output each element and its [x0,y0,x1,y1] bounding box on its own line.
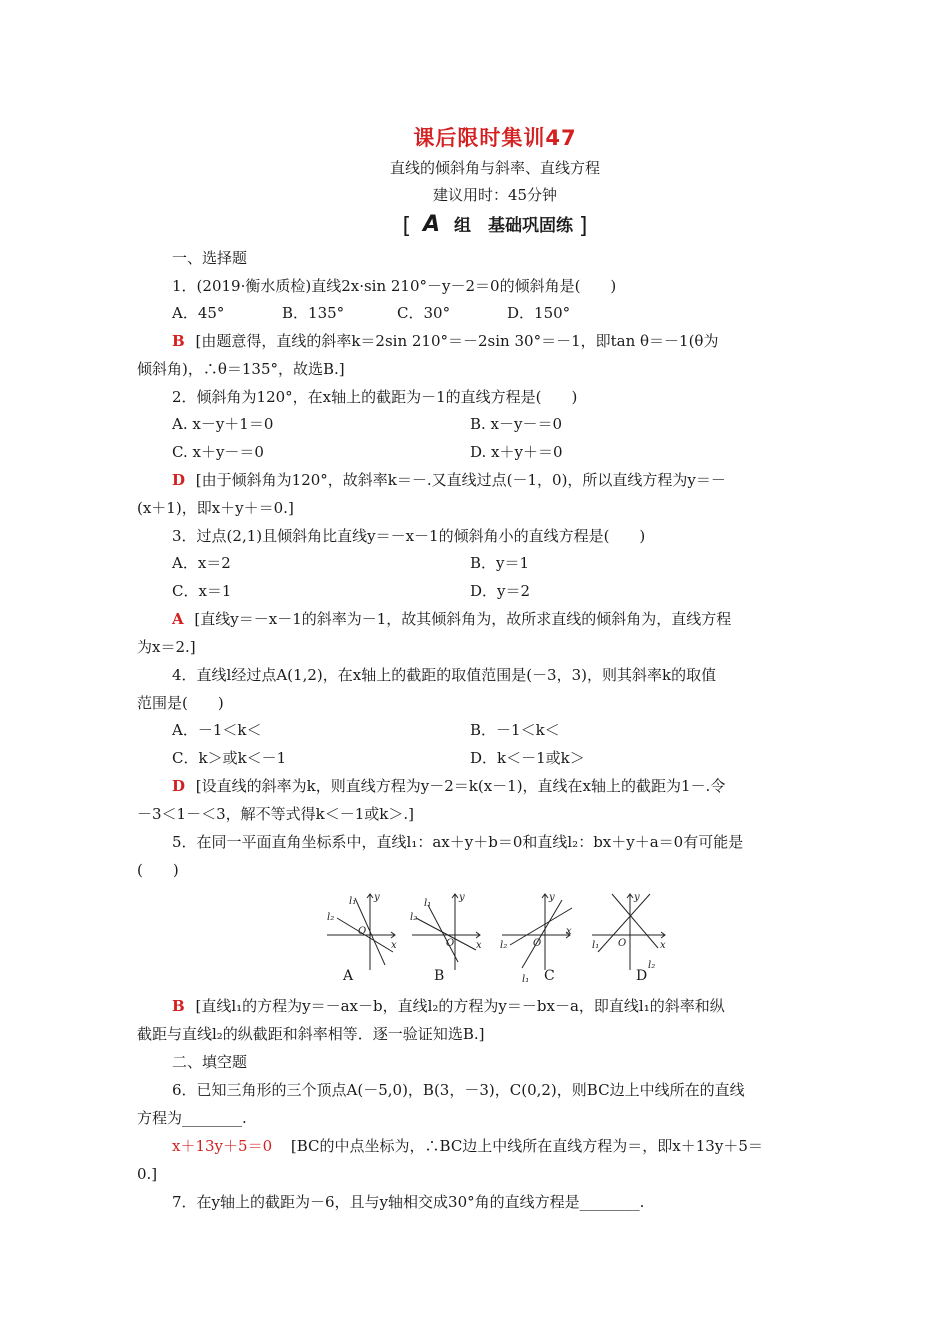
q4-option-d: D．k＜－1或k＞ [470,749,585,767]
svg-text:l₂: l₂ [410,912,418,923]
page-subtitle: 直线的倾斜角与斜率、直线方程 [389,159,600,177]
q3-explanation-text: [直线y＝－x－1的斜率为－1，故其倾斜角为，故所求直线的倾斜角为，直线方程 [194,610,732,628]
q6-stem-line1: 6．已知三角形的三个顶点A(－5,0)，B(3，－3)，C(0,2)，则BC边上中线所在的直线 [172,1081,745,1099]
graph-b [410,892,482,970]
q6-explanation-line2: 0.] [137,1165,158,1183]
q3-options-row2 [172,580,852,602]
group-bracket-open: [ [402,214,412,239]
svg-text:x: x [660,940,666,951]
svg-text:O: O [446,938,455,949]
q4-explanation-line2: －3＜1－＜3，解不等式得k＜－1或k＞.] [137,805,414,823]
q2-option-c: C. x＋y－＝0 [172,443,264,461]
group-bracket-close: ] [578,214,588,239]
q6-stem-line2: 方程为________. [137,1109,247,1127]
graph-a-label: A [343,968,354,984]
q1-answer: B [172,332,185,350]
group-heading [0,211,950,239]
q5-explanation-text: [直线l₁的方程为y＝－ax－b，直线l₂的方程为y＝－bx－a，即直线l₁的斜率和纵 [195,997,725,1015]
svg-text:l₂: l₂ [648,960,656,971]
svg-text:l₁: l₁ [424,898,432,909]
q5-line-graphs-figure [325,890,675,985]
svg-text:y: y [634,892,640,903]
svg-text:O: O [358,926,367,937]
graph-d-label: D [636,968,648,984]
q3-option-c: C．x＝1 [172,582,232,600]
q4-option-b: B．－1＜k＜ [470,721,560,739]
svg-text:l₁: l₁ [592,940,600,951]
svg-text:x: x [476,940,482,951]
q5-explanation-line1 [172,995,852,1017]
svg-text:l₁: l₁ [349,896,357,907]
q6-answer: x＋13y＋5＝0 [172,1137,273,1155]
graph-d [592,892,666,971]
svg-text:x: x [566,926,572,937]
q7-stem: 7．在y轴上的截距为－6，且与y轴相交成30°角的直线方程是________. [172,1193,645,1211]
q1-options [172,302,852,324]
q5-stem-line2: ( ) [137,861,179,879]
graph-c-label: C [544,968,555,984]
q3-option-d: D．y＝2 [470,582,531,600]
q3-option-a: A．x＝2 [172,554,231,572]
q4-option-a: A．－1＜k＜ [172,721,262,739]
q4-option-c: C．k＞或k＜－1 [172,749,287,767]
q6-explanation-line1 [172,1135,852,1157]
svg-text:l₂: l₂ [327,912,335,923]
q2-option-d: D. x＋y＋＝0 [470,443,563,461]
q1-explanation-line2: 倾斜角)，∴θ＝135°，故选B.] [137,360,345,378]
q4-options-row2 [172,747,852,769]
suggested-time: 建议用时：45分钟 [432,186,558,204]
svg-text:O: O [618,938,627,949]
page-title: 课后限时集训47 [413,126,577,150]
q1-stem: 1．(2019·衡水质检)直线2x·sin 210°－y－2＝0的倾斜角是( ) [172,277,617,295]
svg-text:y: y [549,892,555,903]
q2-explanation-text: [由于倾斜角为120°，故斜率k＝－.又直线过点(－1，0)，所以直线方程为y＝－ [195,471,726,489]
q4-answer: D [172,777,186,795]
q4-explanation-line1 [172,775,852,797]
q3-stem: 3．过点(2,1)且倾斜角比直线y＝－x－1的倾斜角小的直线方程是( ) [172,527,646,545]
q4-options-row1 [172,719,852,741]
q1-option-d: D．150° [507,304,571,322]
section-heading-choice: 一、选择题 [172,249,248,267]
graph-c [500,892,572,985]
q4-explanation-text: [设直线的斜率为k，则直线方程为y－2＝k(x－1)，直线在x轴上的截距为1－.令 [195,777,726,795]
q3-explanation-line1 [172,608,852,630]
q2-option-a: A. x－y＋1＝0 [172,415,274,433]
graph-a [327,892,397,970]
q6-explanation-text: [BC的中点坐标为，∴BC边上中线所在直线方程为＝，即x＋13y＋5＝ [290,1137,763,1155]
q2-options-row1 [172,413,852,435]
q2-explanation-line1 [172,469,852,491]
svg-text:l₁: l₁ [522,974,530,985]
q3-explanation-line2: 为x＝2.] [137,638,196,656]
q2-answer: D [172,471,186,489]
group-label: 组 基础巩固练 [453,216,573,236]
svg-text:O: O [533,938,542,949]
q2-explanation-line2: (x＋1)，即x＋y＋＝0.] [137,499,294,517]
q1-explanation-line1 [172,330,852,352]
section-heading-fill: 二、填空题 [172,1053,248,1071]
q5-explanation-line2: 截距与直线l₂的纵截距和斜率相等．逐一验证知选B.] [137,1025,485,1043]
q3-answer: A [172,610,184,628]
q1-option-b: B．135° [282,304,345,322]
q3-options-row1 [172,552,852,574]
q2-options-row2 [172,441,852,463]
q4-stem-line1: 4．直线l经过点A(1,2)，在x轴上的截距的取值范围是(－3，3)，则其斜率k的取值 [172,666,717,684]
svg-text:y: y [459,892,465,903]
q5-stem-line1: 5．在同一平面直角坐标系中，直线l₁：ax＋y＋b＝0和直线l₂：bx＋y＋a＝0有可能是 [172,833,744,851]
q1-explanation-text: [由题意得，直线的斜率k＝2sin 210°＝－2sin 30°＝－1，即tan θ＝－1(θ为 [195,332,719,350]
svg-text:x: x [391,940,397,951]
group-badge: A [423,212,441,237]
svg-text:y: y [374,892,380,903]
q5-answer: B [172,997,185,1015]
svg-text:l₂: l₂ [500,940,508,951]
q3-option-b: B．y＝1 [470,554,530,572]
q1-option-a: A．45° [172,304,225,322]
q4-stem-line2: 范围是( ) [137,694,224,712]
graph-b-label: B [434,968,445,984]
q1-option-c: C．30° [397,304,451,322]
q2-option-b: B. x－y－＝0 [470,415,563,433]
q2-stem: 2．倾斜角为120°，在x轴上的截距为－1的直线方程是( ) [172,388,578,406]
